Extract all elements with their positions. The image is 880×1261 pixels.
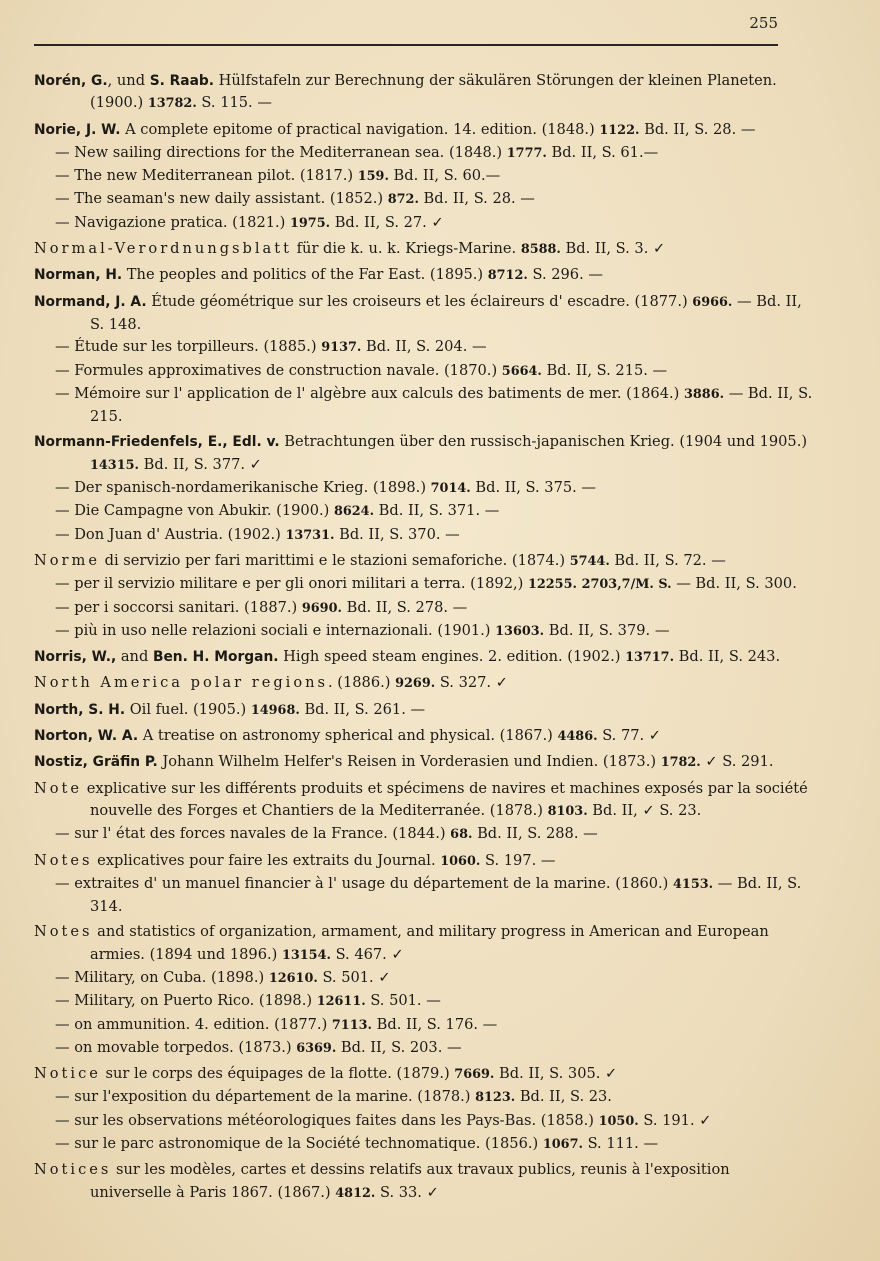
entry-text: sur les modèles, cartes et dessins relatifs aux travaux publics, reunis à l'exposition universelle à Paris 1867. (1867.) bbox=[90, 1161, 730, 1201]
entry-catalog-number: 4486. bbox=[557, 729, 598, 745]
index-entry bbox=[34, 238, 814, 261]
entry-text: — on ammunition. 4. edition. (1877.) bbox=[55, 1015, 332, 1033]
entry-text: Étude géométrique sur les croiseurs et les éclaireurs d' escadre. (1877.) bbox=[146, 292, 693, 310]
entry-catalog-number: 12610. bbox=[268, 970, 318, 986]
index-entry bbox=[34, 431, 814, 477]
entry-catalog-number: 1060. bbox=[440, 853, 481, 869]
entry-text: — Bd. II, S. 215. bbox=[90, 384, 813, 426]
entry-text: di servizio per fari marittimi e le stazioni semaforiche. (1874.) bbox=[100, 551, 570, 569]
entry-catalog-number: 1782. bbox=[660, 755, 701, 771]
index-entry bbox=[34, 550, 814, 573]
entry-text: S. 467. ✓ bbox=[330, 945, 404, 963]
entry-text: Bd. II, S. 215. — bbox=[541, 361, 668, 379]
entry-text: Hülfstafeln zur Berechnung der säkulären Störungen der kleinen Planeten. (1900.) bbox=[90, 72, 777, 112]
index-entry bbox=[34, 1159, 814, 1205]
entry-text: S. 115. — bbox=[196, 94, 272, 112]
index-subentry bbox=[34, 990, 814, 1013]
entry-author: Nostiz, Gräfin P. bbox=[34, 754, 158, 771]
entry-text: Bd. II, S. 379. — bbox=[544, 621, 670, 639]
entry-text: Bd. II, S. 203. — bbox=[336, 1038, 462, 1056]
entry-text: — The new Mediterranean pilot. (1817.) bbox=[55, 167, 358, 185]
index-subentry bbox=[34, 142, 814, 165]
entry-text: Bd. II, S. 370. — bbox=[334, 525, 460, 543]
index-entry bbox=[34, 672, 814, 695]
entry-text: — Bd. II, S. 314. bbox=[90, 874, 802, 916]
entry-catalog-number: 3886. bbox=[683, 386, 725, 402]
index-entry bbox=[34, 699, 814, 722]
entry-catalog-number: 6966. bbox=[692, 294, 733, 310]
entry-text: — più in uso nelle relazioni sociali e internazionali. (1901.) bbox=[55, 621, 496, 639]
entry-catalog-number: 1975. bbox=[289, 215, 331, 231]
entry-text: — Mémoire sur l' application de l' algèbre aux calculs des batiments de mer. (1864.) bbox=[55, 384, 684, 402]
page-number: 255 bbox=[749, 14, 778, 32]
index-entry bbox=[34, 751, 814, 774]
entry-text: Bd. II, S. 371. — bbox=[374, 502, 500, 520]
index-entry bbox=[34, 646, 814, 669]
entry-text: — Military, on Puerto Rico. (1898.) bbox=[55, 992, 317, 1010]
entry-text: A treatise on astronomy spherical and physical. (1867.) bbox=[138, 727, 558, 745]
entry-catalog-number: 6369. bbox=[296, 1040, 337, 1056]
index-entry bbox=[34, 725, 814, 748]
entry-catalog-number: 12611. bbox=[316, 994, 366, 1010]
entry-author: Norman, H. bbox=[34, 267, 123, 284]
entry-catalog-number: 9690. bbox=[301, 600, 342, 616]
index-subentry bbox=[34, 967, 814, 990]
entry-catalog-number: 7669. bbox=[454, 1067, 495, 1083]
entry-author: North, S. H. bbox=[34, 701, 126, 718]
index-subentry bbox=[34, 1037, 814, 1060]
index-subentry bbox=[34, 383, 814, 429]
entry-catalog-number: 12255. bbox=[527, 577, 577, 593]
entry-catalog-number: 8588. bbox=[520, 242, 561, 258]
entry-keyword: Note bbox=[34, 779, 83, 797]
entry-text: — Formules approximatives de construction navale. (1870.) bbox=[55, 361, 502, 379]
entry-catalog-number: 872. bbox=[387, 192, 419, 208]
entry-catalog-number: 14315. bbox=[90, 457, 139, 473]
entry-text: Bd. II, S. 61.— bbox=[546, 143, 659, 161]
entry-author: S. Raab. bbox=[149, 73, 215, 89]
entry-text: Bd. II, S. 27. ✓ bbox=[330, 213, 444, 231]
entry-text: The peoples and politics of the Far East. (1895.) bbox=[122, 266, 488, 284]
entry-text: A complete epitome of practical navigation. 14. edition. (1848.) bbox=[120, 120, 600, 138]
entry-catalog-number: 8103. bbox=[547, 803, 588, 819]
entry-text: Bd. II, S. 377. ✓ bbox=[138, 455, 262, 473]
index-subentry bbox=[34, 477, 814, 500]
index-entry bbox=[34, 921, 814, 967]
entry-catalog-number: 1122. bbox=[599, 122, 640, 138]
entry-catalog-number: 13731. bbox=[285, 527, 335, 543]
entry-text: sur le corps des équipages de la flotte. (1879.) bbox=[100, 1065, 455, 1083]
entry-catalog-number: 5744. bbox=[569, 553, 610, 569]
entry-text: für die k. u. k. Kriegs-Marine. bbox=[292, 240, 521, 258]
entry-text: — sur le parc astronomique de la Société technomatique. (1856.) bbox=[55, 1135, 543, 1153]
index-subentry bbox=[34, 500, 814, 523]
index-subentry bbox=[34, 573, 814, 596]
header-rule bbox=[34, 44, 778, 46]
entry-text: S. 296. — bbox=[527, 266, 603, 284]
entry-text: explicatives pour faire les extraits du Journal. bbox=[92, 851, 441, 869]
entry-catalog-number: 8624. bbox=[333, 504, 375, 520]
entry-catalog-number: 1777. bbox=[506, 145, 547, 161]
entry-text: — sur les observations météorologiques faites dans les Pays-Bas. (1858.) bbox=[55, 1111, 599, 1129]
index-subentry bbox=[34, 873, 814, 919]
entry-catalog-number: 68. bbox=[450, 827, 473, 843]
entry-author: Normand, J. A. bbox=[34, 293, 147, 310]
entry-text: — The seaman's new daily assistant. (1852.) bbox=[55, 190, 388, 208]
entry-text: — extraites d' un manuel financier à l' usage du département de la marine. (1860.) bbox=[55, 874, 674, 892]
entry-text: S. 111. — bbox=[582, 1135, 659, 1153]
entry-text: Bd. II, S. 375. — bbox=[470, 479, 597, 497]
index-entry bbox=[34, 119, 814, 142]
entry-text: Bd. II, S. 60.— bbox=[388, 167, 501, 185]
entry-author: Norén, G. bbox=[34, 73, 108, 89]
index-entries bbox=[34, 70, 814, 1205]
entry-text: S. 197. — bbox=[480, 851, 556, 869]
entry-text: Bd. II, S. 28. — bbox=[418, 190, 535, 208]
entry-text: — Navigazione pratica. (1821.) bbox=[55, 213, 290, 231]
entry-text: Bd. II, S. 72. — bbox=[609, 551, 726, 569]
entry-text: — per i soccorsi sanitari. (1887.) bbox=[55, 598, 302, 616]
index-subentry bbox=[34, 620, 814, 643]
entry-catalog-number: 7113. bbox=[331, 1017, 372, 1033]
entry-text: High speed steam engines. 2. edition. (1902.) bbox=[278, 648, 626, 666]
entry-catalog-number: 4153. bbox=[673, 876, 714, 892]
entry-catalog-number: 4812. bbox=[335, 1185, 376, 1201]
entry-catalog-number: 13717. bbox=[625, 650, 675, 666]
entry-text: S. 327. ✓ bbox=[435, 674, 508, 692]
entry-text: — Bd. II, S. 148. bbox=[90, 292, 802, 333]
entry-text: Oil fuel. (1905.) bbox=[125, 700, 251, 718]
entry-catalog-number: 13603. bbox=[495, 623, 545, 639]
index-entry bbox=[34, 850, 814, 873]
entry-keyword: Notices bbox=[34, 1161, 112, 1179]
entry-text: Betrachtungen über den russisch-japanischen Krieg. (1904 und 1905.) bbox=[279, 433, 808, 451]
entry-catalog-number: 8712. bbox=[487, 268, 528, 284]
index-subentry bbox=[34, 1110, 814, 1133]
entry-text: Johann Wilhelm Helfer's Reisen in Vorderasien und Indien. (1873.) bbox=[157, 753, 661, 771]
entry-text: — Don Juan d' Austria. (1902.) bbox=[55, 525, 286, 543]
index-subentry bbox=[34, 360, 814, 383]
entry-text: S. 501. ✓ bbox=[317, 968, 391, 986]
entry-text: S. 501. — bbox=[365, 992, 441, 1010]
entry-author: Ben. H. Morgan. bbox=[152, 649, 279, 666]
entry-catalog-number: 1067. bbox=[542, 1137, 583, 1153]
entry-catalog-number: 9269. bbox=[395, 676, 436, 692]
entry-text: S. 191. ✓ bbox=[638, 1111, 712, 1129]
entry-text: Bd. II, S. 261. — bbox=[299, 700, 426, 718]
entry-text: and bbox=[116, 648, 153, 666]
entry-catalog-number: 13782. bbox=[147, 96, 197, 112]
entry-keyword: Notice bbox=[34, 1065, 101, 1083]
index-entry bbox=[34, 70, 814, 116]
entry-text: . (1886.) bbox=[328, 674, 396, 692]
index-subentry bbox=[34, 165, 814, 188]
index-entry bbox=[34, 1063, 814, 1086]
index-entry bbox=[34, 291, 814, 337]
entry-keyword: North America polar regions bbox=[34, 674, 329, 692]
entry-catalog-number: 9137. bbox=[321, 340, 362, 356]
index-entry bbox=[34, 778, 814, 824]
entry-text: Bd. II, S. 278. — bbox=[341, 598, 468, 616]
index-subentry bbox=[34, 597, 814, 620]
index-subentry bbox=[34, 188, 814, 211]
entry-author: Norris, W., bbox=[34, 649, 117, 666]
index-entry bbox=[34, 264, 814, 287]
entry-text: explicative sur les différents produits et spécimens de navires et machines exposés par la société nouvelle des Forges et Chantiers de la Mediterranée. (1878.) bbox=[82, 779, 808, 819]
index-subentry bbox=[34, 1086, 814, 1109]
entry-catalog-number: 13154. bbox=[281, 947, 331, 963]
entry-text: Bd. II, ✓ S. 23. bbox=[587, 801, 702, 819]
entry-keyword: Notes bbox=[34, 851, 93, 869]
entry-text: — sur l' état des forces navales de la France. (1844.) bbox=[55, 825, 451, 843]
entry-text: , und bbox=[107, 72, 150, 89]
entry-text: — Die Campagne von Abukir. (1900.) bbox=[55, 502, 334, 520]
entry-text: S. 77. ✓ bbox=[597, 727, 662, 745]
entry-keyword: Notes bbox=[34, 923, 93, 941]
entry-text: — Der spanisch-nordamerikanische Krieg. (1898.) bbox=[55, 479, 431, 497]
entry-catalog-number: 14968. bbox=[250, 702, 300, 718]
index-subentry bbox=[34, 336, 814, 359]
entry-text: ✓ S. 291. bbox=[700, 753, 774, 771]
index-subentry bbox=[34, 1133, 814, 1156]
entry-author: Norton, W. A. bbox=[34, 728, 139, 745]
entry-text: Bd. II, S. 204. — bbox=[361, 338, 487, 356]
entry-catalog-number: 2703,7/M. S. bbox=[581, 577, 672, 593]
entry-text: — on movable torpedos. (1873.) bbox=[55, 1038, 297, 1056]
entry-text: — Military, on Cuba. (1898.) bbox=[55, 968, 269, 986]
entry-text: Bd. II, S. 288. — bbox=[472, 825, 598, 843]
entry-text: Bd. II, S. 28. — bbox=[639, 120, 756, 138]
entry-text: Bd. II, S. 23. bbox=[515, 1088, 612, 1106]
index-subentry bbox=[34, 524, 814, 547]
entry-catalog-number: 8123. bbox=[475, 1090, 516, 1106]
index-subentry bbox=[34, 1014, 814, 1037]
entry-text: — Étude sur les torpilleurs. (1885.) bbox=[55, 338, 322, 356]
entry-text: Bd. II, S. 176. — bbox=[371, 1015, 498, 1033]
entry-catalog-number: 1050. bbox=[598, 1113, 639, 1129]
index-subentry bbox=[34, 212, 814, 235]
entry-text: — Bd. II, S. 300. bbox=[671, 575, 797, 593]
entry-text: — New sailing directions for the Mediterranean sea. (1848.) bbox=[55, 143, 507, 161]
entry-catalog-number: 7014. bbox=[430, 481, 471, 497]
entry-text: Bd. II, S. 3. ✓ bbox=[560, 240, 666, 258]
entry-catalog-number: 5664. bbox=[501, 363, 542, 379]
entry-text: and statistics of organization, armament, and military progress in American and European armies. (1894 und 1896.) bbox=[90, 923, 769, 963]
index-subentry bbox=[34, 823, 814, 846]
entry-keyword: Norme bbox=[34, 551, 101, 569]
entry-text: Bd. II, S. 305. ✓ bbox=[494, 1065, 618, 1083]
entry-keyword: Normal-Verordnungsblatt bbox=[34, 240, 292, 258]
entry-text: Bd. II, S. 243. bbox=[674, 648, 781, 666]
entry-catalog-number: 159. bbox=[357, 169, 389, 185]
entry-author: Normann-Friedenfels, E., Edl. v. bbox=[34, 434, 280, 451]
entry-text: — sur l'exposition du département de la marine. (1878.) bbox=[55, 1088, 476, 1106]
entry-author: Norie, J. W. bbox=[34, 121, 121, 138]
entry-text: S. 33. ✓ bbox=[375, 1183, 439, 1201]
entry-text: — per il servizio militare e per gli onori militari a terra. (1892,) bbox=[55, 575, 528, 593]
